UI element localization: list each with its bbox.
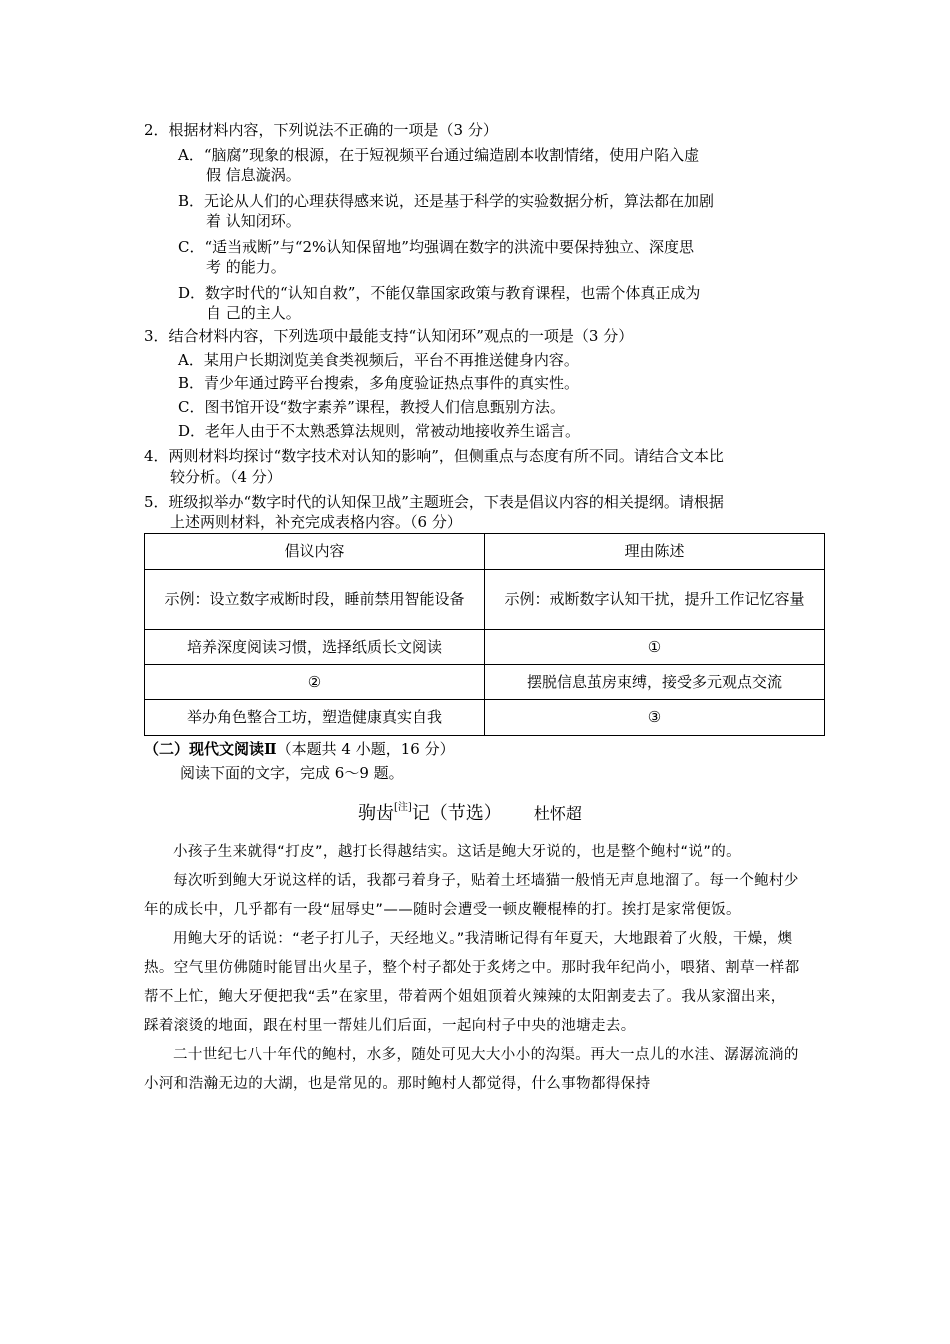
table-header-row (145, 534, 825, 570)
table-header: 理由陈述 (485, 534, 825, 570)
table-header: 倡议内容 (145, 534, 485, 570)
table-row (145, 570, 825, 630)
section-heading (144, 739, 455, 759)
q3-stem: 3．结合材料内容，下列选项中最能支持“认知闭环”观点的一项是（3 分） (144, 327, 634, 345)
article-paragraph: 二十世纪七八十年代的鲍村，水多，随处可见大大小小的沟渠。再大一点儿的水洼、潺潺流淌的小河和浩瀚无边的大湖，也是常见的。那时鲍村人都觉得，什么事物都得保持 (144, 1047, 799, 1092)
table-cell: ② (145, 665, 485, 700)
q2-option-b: B．无论从人们的心理获得感来说，还是基于科学的实验数据分析，算法都在加剧 (178, 192, 715, 210)
q4-stem-cont: 较分析。（4 分） (170, 468, 282, 486)
q5-stem: 5．班级拟举办“数字时代的认知保卫战”主题班会，下表是倡议内容的相关提纲。请根据 (144, 493, 724, 511)
q5-stem-cont: 上述两则材料，补充完成表格内容。（6 分） (170, 513, 462, 531)
table-cell: 举办角色整合工坊，塑造健康真实自我 (145, 700, 485, 736)
q3-option-d: D．老年人由于不太熟悉算法规则，常被动地接收养生谣言。 (178, 422, 581, 440)
table-cell: 示例：设立数字戒断时段，睡前禁用智能设备 (145, 570, 485, 630)
q2-option-b-cont: 着 认知闭环。 (206, 212, 301, 230)
table-cell: 摆脱信息茧房束缚，接受多元观点交流 (485, 665, 825, 700)
footnote-marker: [注] (394, 802, 412, 813)
article-paragraph: 每次听到鲍大牙说这样的话，我都弓着身子，贴着土坯墙猫一般悄无声息地溜了。每一个鲍村少年的成长中，几乎都有一段“屈辱史”——随时会遭受一顿皮鞭棍棒的打。挨打是家常便饭。 (144, 873, 799, 918)
table-row (145, 700, 825, 736)
q2-option-a: A．“脑腐”现象的根源，在于短视频平台通过编造剧本收割情绪，使用户陷入虚 (178, 146, 700, 164)
table-cell: ① (485, 630, 825, 665)
section-meta: （本题共 4 小题，16 分） (276, 740, 455, 758)
article-author: 杜怀超 (533, 804, 582, 823)
table-cell: 示例：戒断数字认知干扰，提升工作记忆容量 (485, 570, 825, 630)
q2-option-c-cont: 考 的能力。 (206, 258, 286, 276)
section-title: （二）现代文阅读Ⅱ (144, 740, 277, 758)
q2-option-d-cont: 自 己的主人。 (206, 304, 301, 322)
article-title: 驹齿[注]记（节选） 杜怀超 (358, 802, 582, 824)
q4-stem: 4．两则材料均探讨“数字技术对认知的影响”，但侧重点与态度有所不同。请结合文本比 (144, 447, 724, 465)
q2-option-c: C．“适当戒断”与“2%认知保留地”均强调在数字的洪流中要保持独立、深度思 (178, 238, 694, 256)
q2-stem: 2．根据材料内容，下列说法不正确的一项是（3 分） (144, 121, 498, 139)
article-body (144, 838, 800, 1099)
q3-option-c: C．图书馆开设“数字素养”课程，教授人们信息甄别方法。 (178, 398, 565, 416)
table-cell: 培养深度阅读习惯，选择纸质长文阅读 (145, 630, 485, 665)
table-row (145, 665, 825, 700)
section-instruction: 阅读下面的文字，完成 6～9 题。 (180, 764, 404, 782)
table-row (145, 630, 825, 665)
article-paragraph: 小孩子生来就得“打皮”，越打长得越结实。这话是鲍大牙说的，也是整个鲍村“说”的。 (173, 844, 742, 860)
table-cell: ③ (485, 700, 825, 736)
proposal-table (144, 533, 825, 736)
q2-option-d: D．数字时代的“认知自救”，不能仅靠国家政策与教育课程，也需个体真正成为 (178, 284, 701, 302)
q3-option-b: B．青少年通过跨平台搜索，多角度验证热点事件的真实性。 (178, 374, 580, 392)
article-paragraph: 用鲍大牙的话说：“老子打儿子，天经地义。”我清晰记得有年夏天，大地跟着了火般，干燥，燠热。空气里仿佛随时能冒出火星子，整个村子都处于炙烤之中。那时我年纪尚小，喂猪、割草一样都帮不上忙，鲍大牙便把我“丢”在家里，带着两个姐姐顶着火辣辣的太阳割麦去了。我从家溜出来，踩着滚烫的地面，跟在村里一帮娃儿们后面，一起向村子中央的池塘走去。 (144, 931, 800, 1034)
q3-option-a: A．某用户长期浏览美食类视频后，平台不再推送健身内容。 (178, 351, 579, 369)
q2-option-a-cont: 假 信息漩涡。 (206, 166, 301, 184)
